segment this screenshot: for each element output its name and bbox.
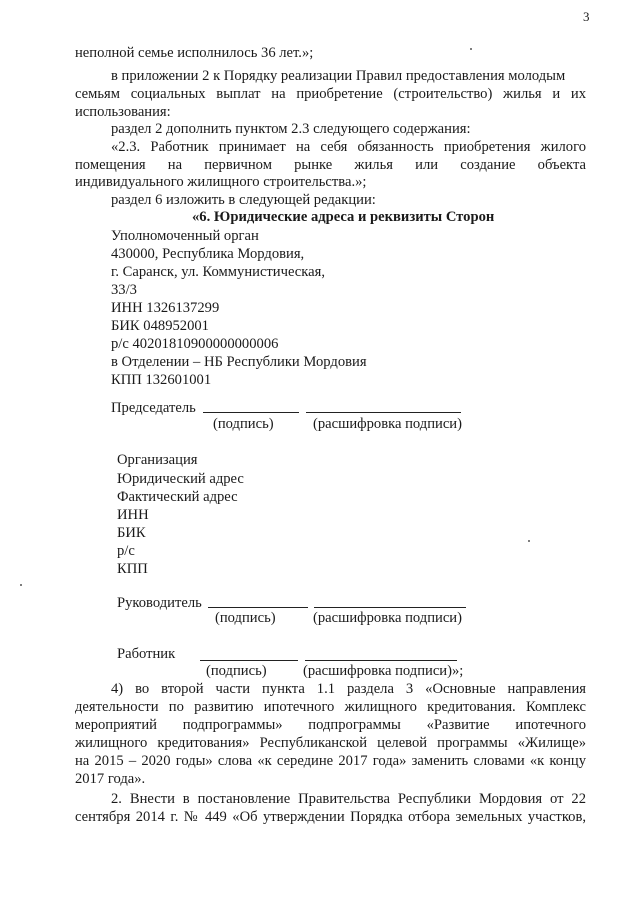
text-line: 2. Внести в постановление Правительства Республики Мордовия от 22: [111, 791, 586, 807]
text-line: мероприятий подпрограммы» подпрограммы «Развитие ипотечного: [75, 717, 586, 733]
page-number: 3: [583, 9, 590, 24]
decipher-caption: (расшифровка подписи): [313, 416, 462, 432]
requisite-line: КПП 132601001: [111, 372, 212, 388]
scan-speck: [528, 540, 530, 542]
text-line: помещения на первичном рынке жилья или создание объекта: [75, 157, 586, 173]
scan-speck: [470, 48, 472, 50]
requisite-line: р/с: [117, 543, 135, 559]
text-line: раздел 6 изложить в следующей редакции:: [111, 192, 376, 208]
signature-line: [208, 607, 308, 608]
requisite-line: КПП: [117, 561, 148, 577]
decipher-line: [305, 660, 457, 661]
requisite-line: БИК 048952001: [111, 318, 209, 334]
signature-caption: (подпись): [206, 663, 267, 679]
text-line: раздел 2 дополнить пунктом 2.3 следующего содержания:: [111, 121, 471, 137]
decipher-caption: (расшифровка подписи): [313, 610, 462, 626]
requisite-line: ИНН: [117, 507, 149, 523]
requisite-line: ИНН 1326137299: [111, 300, 220, 316]
text-line: 4) во второй части пункта 1.1 раздела 3 «Основные направления: [111, 681, 586, 697]
requisite-line: Организация: [117, 452, 198, 468]
decipher-line: [306, 412, 461, 413]
text-line: в приложении 2 к Порядку реализации Правил предоставления молодым: [111, 68, 566, 84]
section-title: «6. Юридические адреса и реквизиты Сторон: [192, 209, 495, 225]
decipher-caption: (расшифровка подписи)»;: [303, 663, 464, 679]
decipher-line: [314, 607, 466, 608]
text-line: сентября 2014 г. № 449 «Об утверждении Порядка отбора земельных участков,: [75, 809, 586, 825]
text-line: неполной семье исполнилось 36 лет.»;: [75, 45, 314, 61]
requisite-line: Уполномоченный орган: [111, 228, 259, 244]
requisite-line: Юридический адрес: [117, 471, 244, 487]
signature-caption: (подпись): [215, 610, 276, 626]
chairman-label: Председатель: [111, 400, 196, 416]
text-line: на 2015 – 2020 годы» слова «к середине 2017 года» заменить словами «к концу: [75, 753, 586, 769]
requisite-line: г. Саранск, ул. Коммунистическая,: [111, 264, 325, 280]
text-line: деятельности по развитию ипотечного жилищного кредитования. Комплекс: [75, 699, 586, 715]
head-label: Руководитель: [117, 595, 202, 611]
requisite-line: в Отделении – НБ Республики Мордовия: [111, 354, 367, 370]
text-line: жилищного кредитования» Республиканской целевой программы «Жилище»: [75, 735, 586, 751]
requisite-line: 430000, Республика Мордовия,: [111, 246, 305, 262]
text-line: семьям социальных выплат на приобретение (строительство) жилья и их: [75, 86, 586, 102]
signature-caption: (подпись): [213, 416, 274, 432]
requisite-line: БИК: [117, 525, 146, 541]
requisite-line: 33/3: [111, 282, 137, 298]
text-line: 2017 года».: [75, 771, 146, 787]
text-line: «2.3. Работник принимает на себя обязанность приобретения жилого: [111, 139, 586, 155]
signature-line: [203, 412, 299, 413]
worker-label: Работник: [117, 646, 176, 662]
text-line: индивидуального жилищного строительства.»;: [75, 174, 367, 190]
text-line: использования:: [75, 104, 171, 120]
scan-speck: [20, 584, 22, 586]
requisite-line: р/с 40201810900000000006: [111, 336, 279, 352]
requisite-line: Фактический адрес: [117, 489, 238, 505]
signature-line: [200, 660, 298, 661]
